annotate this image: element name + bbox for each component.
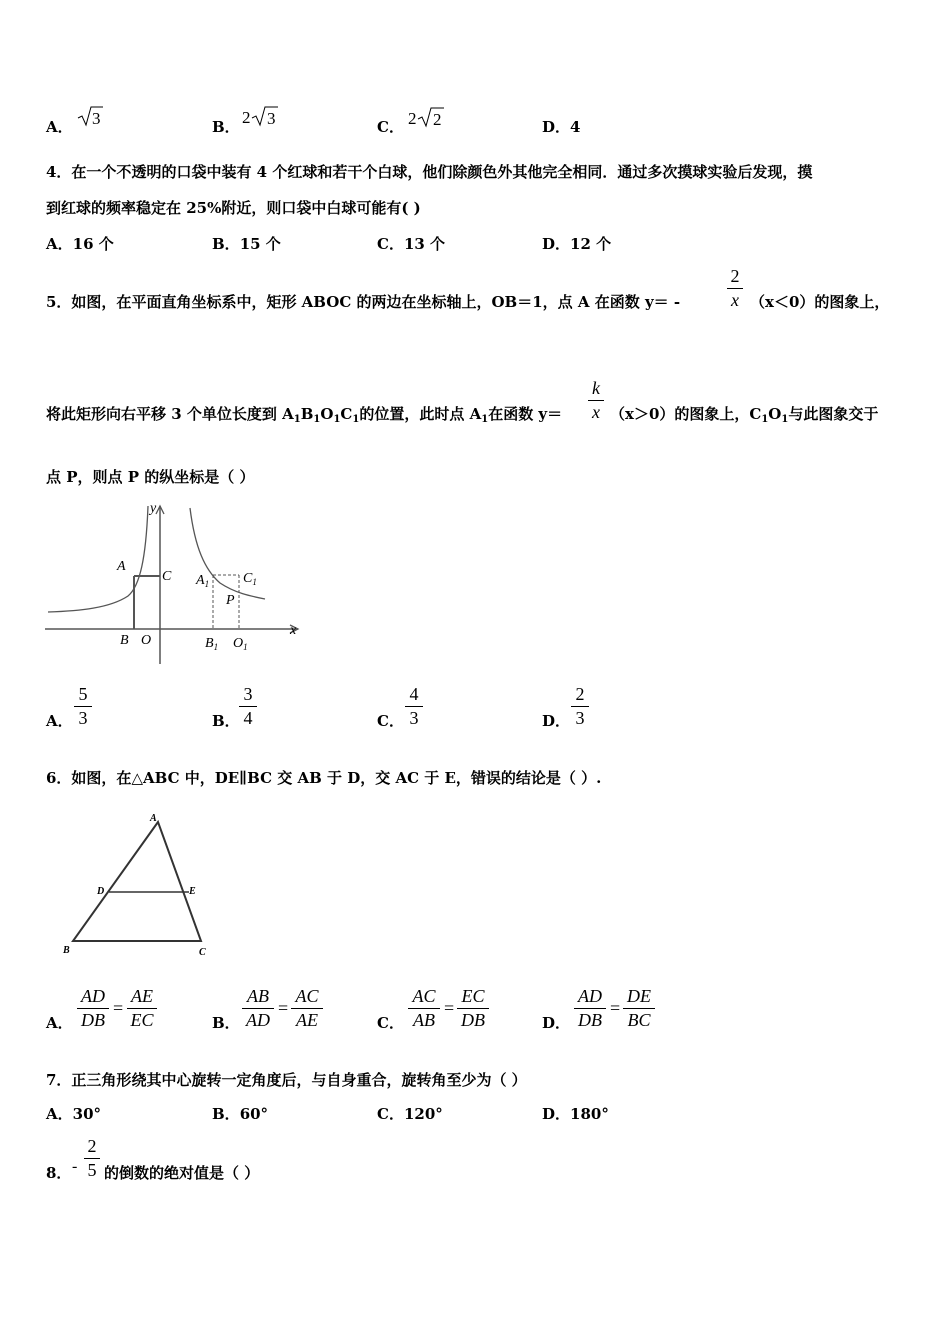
option-letter: A． xyxy=(46,235,73,253)
equals-sign: = xyxy=(444,998,455,1018)
label-O: O xyxy=(141,633,152,648)
fraction-denominator: BC xyxy=(627,1010,651,1030)
q5-stem-line2 xyxy=(46,404,562,430)
triangle-ABC xyxy=(73,822,201,941)
q8-stem: 的倒数的绝对值是（ ） xyxy=(104,1164,260,1182)
label-C: C xyxy=(162,569,172,584)
coefficient: 2 xyxy=(242,108,251,127)
label-D: D xyxy=(97,886,105,897)
q8-minus-sign: - xyxy=(72,1158,78,1175)
q5-coordinate-figure xyxy=(40,498,310,668)
q6-option-a-frac1 xyxy=(77,986,109,1031)
label-x: x xyxy=(290,623,297,638)
q3-option-c-2sqrt2 xyxy=(406,105,446,129)
label-text: C xyxy=(243,571,253,586)
q4-option-d xyxy=(542,233,611,254)
label-text: B xyxy=(205,636,214,651)
label-B: B xyxy=(63,945,70,956)
fraction-numerator: DE xyxy=(627,986,651,1006)
equals-sign: = xyxy=(278,998,289,1018)
q7-option-b xyxy=(212,1103,268,1124)
q6-option-c-frac2 xyxy=(457,986,489,1031)
fraction-denominator: DB xyxy=(461,1010,485,1030)
option-letter: D． xyxy=(542,118,571,136)
fraction-bar xyxy=(127,1008,157,1009)
fraction-bar xyxy=(405,706,423,707)
fraction-bar xyxy=(77,1008,109,1009)
option-letter: A． xyxy=(46,118,73,136)
label-B1 xyxy=(205,636,218,652)
sqrt-radicand: 3 xyxy=(92,109,101,128)
q7-option-d xyxy=(542,1103,609,1124)
option-letter: A． xyxy=(46,1105,73,1123)
q3-option-d xyxy=(542,116,580,137)
fraction-numerator: AB xyxy=(247,986,269,1006)
q5-option-a-letter: A． xyxy=(46,712,73,730)
fraction-denominator: AB xyxy=(413,1010,435,1030)
equals-sign: = xyxy=(113,998,124,1018)
q5-option-d-fraction xyxy=(571,684,589,729)
q6-option-a-frac2 xyxy=(127,986,157,1031)
fraction-numerator: AE xyxy=(131,986,153,1006)
text-part: B xyxy=(300,405,314,423)
fraction-bar xyxy=(291,1008,323,1009)
subscript: 1 xyxy=(293,414,301,425)
option-letter: C． xyxy=(377,235,404,253)
option-letter: D． xyxy=(542,1105,571,1123)
text-part: O xyxy=(320,405,334,423)
fraction-numerator: k xyxy=(592,378,600,398)
fraction-bar xyxy=(457,1008,489,1009)
sqrt-radicand: 3 xyxy=(267,109,276,128)
label-A: A xyxy=(117,559,126,574)
q4-option-b xyxy=(212,233,281,254)
label-A: A xyxy=(150,813,157,824)
option-value: 30° xyxy=(72,1105,102,1123)
fraction-numerator: AC xyxy=(295,986,319,1006)
q5-fraction-k-over-x xyxy=(588,378,604,423)
label-subscript: 1 xyxy=(213,642,219,652)
fraction-numerator: 2 xyxy=(87,1136,97,1156)
subscript: 1 xyxy=(761,414,769,425)
text-part: 在函数 y＝ xyxy=(488,405,563,423)
fraction-bar xyxy=(588,400,604,401)
fraction-denominator: 3 xyxy=(409,708,419,728)
fraction-denominator: AD xyxy=(246,1010,270,1030)
q8-number: 8． xyxy=(46,1164,72,1182)
label-subscript: 1 xyxy=(243,642,248,652)
fraction-bar xyxy=(74,706,92,707)
q3-option-b-2sqrt3 xyxy=(240,104,280,128)
subscript: 1 xyxy=(481,414,489,425)
fraction-bar xyxy=(574,1008,606,1009)
q6-option-b-frac1 xyxy=(242,986,274,1031)
q5-fraction-2-over-x xyxy=(727,266,743,311)
q7-stem: 7．正三角形绕其中心旋转一定角度后，与自身重合，旋转角至少为（ ） xyxy=(46,1071,527,1089)
label-subscript: 1 xyxy=(204,579,210,589)
subscript: 1 xyxy=(333,414,341,425)
option-letter: D． xyxy=(542,235,571,253)
subscript: 1 xyxy=(781,414,789,425)
label-E: E xyxy=(189,886,196,897)
fraction-numerator: AC xyxy=(412,986,436,1006)
fraction-bar xyxy=(239,706,257,707)
fraction-denominator: 3 xyxy=(78,708,88,728)
q6-option-b-letter: B． xyxy=(212,1014,240,1032)
fraction-numerator: AD xyxy=(578,986,602,1006)
label-O1 xyxy=(233,636,248,652)
subscript: 1 xyxy=(352,414,360,425)
option-letter: B． xyxy=(212,1105,240,1123)
fraction-bar xyxy=(84,1158,100,1159)
label-A1 xyxy=(195,573,209,589)
label-y: y xyxy=(150,501,157,516)
equals-sign: = xyxy=(610,998,621,1018)
q4-option-c xyxy=(377,233,445,254)
option-value: 180° xyxy=(570,1105,609,1123)
fraction-denominator: DB xyxy=(81,1010,105,1030)
fraction-denominator: x xyxy=(592,402,600,422)
text-part: （x＞0）的图象上，C xyxy=(610,405,762,423)
q4-stem-line2: 到红球的频率稳定在 25%附近，则口袋中白球可能有( ) xyxy=(46,199,421,217)
option-letter: B． xyxy=(212,235,240,253)
q5-option-a-fraction xyxy=(74,684,92,729)
fraction-bar xyxy=(623,1008,655,1009)
q6-triangle-figure xyxy=(55,810,225,962)
fraction-denominator: AE xyxy=(296,1010,318,1030)
sqrt-radicand: 2 xyxy=(433,110,442,129)
q6-option-d-letter: D． xyxy=(542,1014,571,1032)
fraction-denominator: EC xyxy=(130,1010,154,1030)
fraction-bar xyxy=(571,706,589,707)
text-part: O xyxy=(768,405,782,423)
fraction-bar xyxy=(242,1008,274,1009)
label-B: B xyxy=(120,633,129,648)
label-C1 xyxy=(243,571,257,587)
label-subscript: 1 xyxy=(252,577,257,587)
q8-fraction-2-over-5 xyxy=(84,1136,100,1181)
q6-stem: 6．如图，在△ABC 中，DE∥BC 交 AB 于 D，交 AC 于 E，错误的结论是（ ）. xyxy=(46,769,602,787)
q7-option-c xyxy=(377,1103,443,1124)
q6-option-b-frac2 xyxy=(291,986,323,1031)
fraction-bar xyxy=(408,1008,440,1009)
option-value: 120° xyxy=(403,1105,443,1123)
coefficient: 2 xyxy=(408,109,417,128)
q5-stem-line2-end xyxy=(610,404,878,430)
q6-option-d-frac2 xyxy=(623,986,655,1031)
option-value: 4 xyxy=(570,118,581,136)
q5-option-c-fraction xyxy=(405,684,423,729)
option-value: 60° xyxy=(239,1105,269,1123)
option-value: 15 个 xyxy=(239,235,281,253)
fraction-denominator: x xyxy=(731,290,739,310)
text-part: 与此图象交于 xyxy=(788,405,879,423)
subscript: 1 xyxy=(313,414,321,425)
q7-option-a xyxy=(46,1103,101,1124)
q5-stem-line1b: （x＜0）的图象上， xyxy=(750,293,890,311)
fraction-bar xyxy=(727,288,743,289)
option-value: 16 个 xyxy=(72,235,114,253)
option-value: 12 个 xyxy=(570,235,612,253)
q3-option-a xyxy=(46,116,73,137)
q5-stem-line3: 点 P，则点 P 的纵坐标是（ ） xyxy=(46,468,255,486)
q5-option-b-letter: B． xyxy=(212,712,240,730)
q5-stem-line1a: 5．如图，在平面直角坐标系中，矩形 ABOC 的两边在坐标轴上，OB＝1，点 A 在函数 y＝ - xyxy=(46,293,681,311)
option-value: 13 个 xyxy=(403,235,446,253)
fraction-numerator: EC xyxy=(461,986,485,1006)
q4-option-a xyxy=(46,233,114,254)
q5-option-d-letter: D． xyxy=(542,712,571,730)
q6-option-c-frac1 xyxy=(408,986,440,1031)
label-text: O xyxy=(233,636,244,651)
fraction-denominator: 5 xyxy=(87,1160,97,1180)
q3-option-b xyxy=(212,116,240,137)
fraction-numerator: 4 xyxy=(409,684,419,704)
text-part: 将此矩形向右平移 3 个单位长度到 A xyxy=(46,405,294,423)
fraction-denominator: 4 xyxy=(243,708,253,728)
q3-option-a-sqrt3 xyxy=(76,104,104,128)
label-text: A xyxy=(196,573,205,588)
option-letter: C． xyxy=(377,1105,404,1123)
q5-option-c-letter: C． xyxy=(377,712,404,730)
text-part: 的位置，此时点 A xyxy=(359,405,482,423)
label-P: P xyxy=(226,593,235,608)
q6-option-d-frac1 xyxy=(574,986,606,1031)
fraction-numerator: 5 xyxy=(78,684,88,704)
q6-option-c-letter: C． xyxy=(377,1014,404,1032)
label-C: C xyxy=(199,947,206,958)
fraction-denominator: 3 xyxy=(575,708,585,728)
q6-option-a-letter: A． xyxy=(46,1014,73,1032)
fraction-numerator: 3 xyxy=(243,684,253,704)
fraction-numerator: 2 xyxy=(730,266,740,286)
q4-stem-line1: 4．在一个不透明的口袋中装有 4 个红球和若干个白球，他们除颜色外其他完全相同．通过多次摸球实验后发现，摸 xyxy=(46,163,813,181)
fraction-numerator: AD xyxy=(81,986,105,1006)
text-part: C xyxy=(340,405,353,423)
fraction-numerator: 2 xyxy=(575,684,585,704)
fraction-denominator: DB xyxy=(578,1010,602,1030)
q3-option-c xyxy=(377,116,404,137)
option-letter: C． xyxy=(377,118,404,136)
q5-option-b-fraction xyxy=(239,684,257,729)
option-letter: B． xyxy=(212,118,240,136)
